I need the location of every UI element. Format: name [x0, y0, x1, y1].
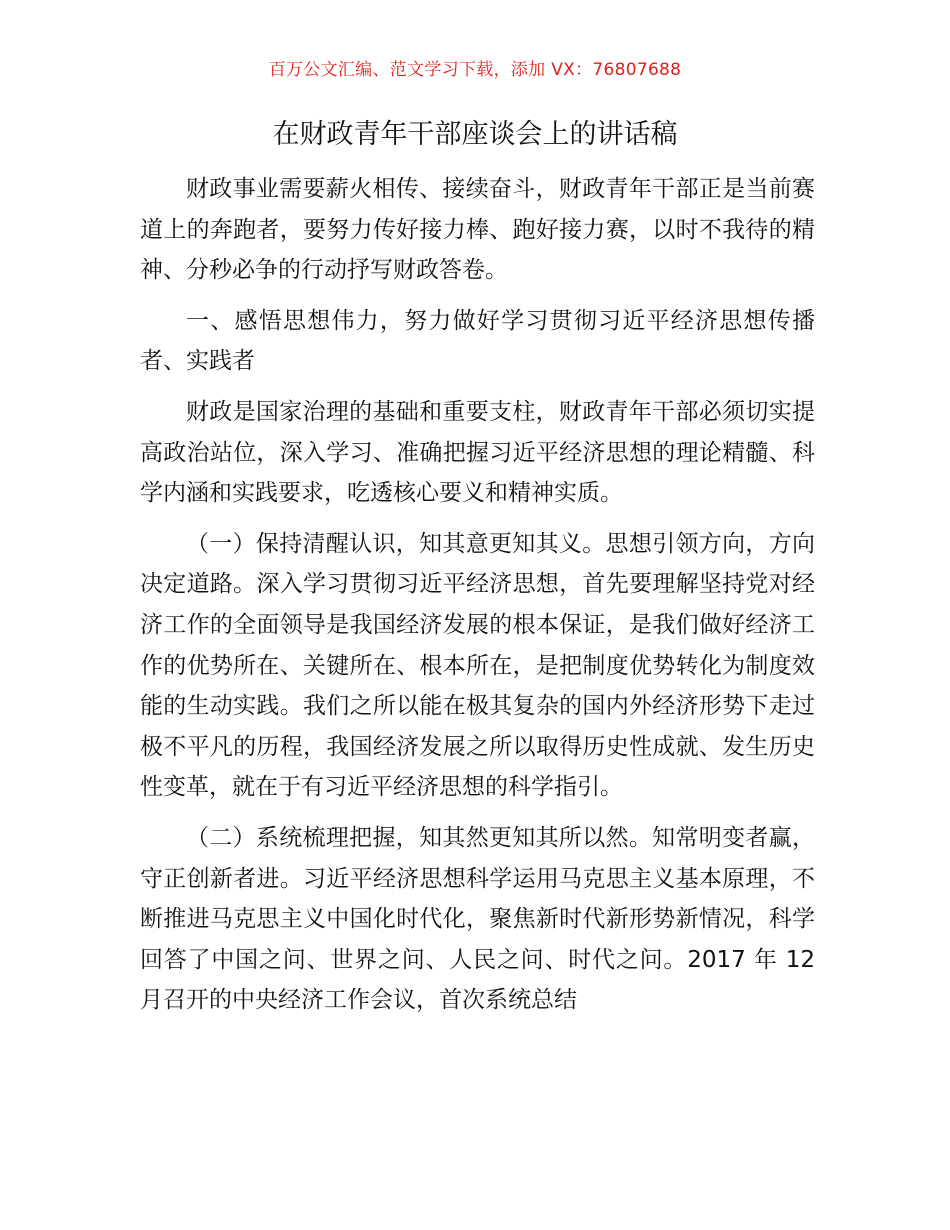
paragraph-subsection-2: （二）系统梳理把握，知其然更知其所以然。知常明变者赢，守正创新者进。习近平经济思想科学运用马克思主义基本原理，不断推进马克思主义中国化时代化，聚焦新时代新形势新情况，科学回答了中国之问、世界之问、人民之问、时代之问。2017 年 12 月召开的中央经济工作会议，首次系统总结 [140, 824, 815, 1014]
document-body [140, 169, 815, 1031]
paragraph-intro: 财政事业需要薪火相传、接续奋斗，财政青年干部正是当前赛道上的奔跑者，要努力传好接力棒、跑好接力赛，以时不我待的精神、分秒必争的行动抒写财政答卷。 [140, 176, 815, 284]
document-title: 在财政青年干部座谈会上的讲话稿 [272, 119, 678, 150]
header-watermark-note: 百万公文汇编、范文学习下载，添加 VX：76807688 [268, 60, 682, 80]
section-heading-1: 一、感悟思想伟力，努力做好学习贯彻习近平经济思想传播者、实践者 [140, 307, 815, 375]
paragraph-section-1-intro: 财政是国家治理的基础和重要支柱，财政青年干部必须切实提高政治站位，深入学习、准确把握习近平经济思想的理论精髓、科学内涵和实践要求，吃透核心要义和精神实质。 [140, 398, 815, 507]
paragraph-subsection-1: （一）保持清醒认识，知其意更知其义。思想引领方向，方向决定道路。深入学习贯彻习近平经济思想，首先要理解坚持党对经济工作的全面领导是我国经济发展的根本保证，是我们做好经济工作的优势所在、关键所在、根本所在，是把制度优势转化为制度效能的生动实践。我们之所以能在极其复杂的国内外经济形势下走过极不平凡的历程，我国经济发展之所以取得历史性成就、发生历史性变革，就在于有习近平经济思想的科学指引。 [140, 530, 815, 801]
